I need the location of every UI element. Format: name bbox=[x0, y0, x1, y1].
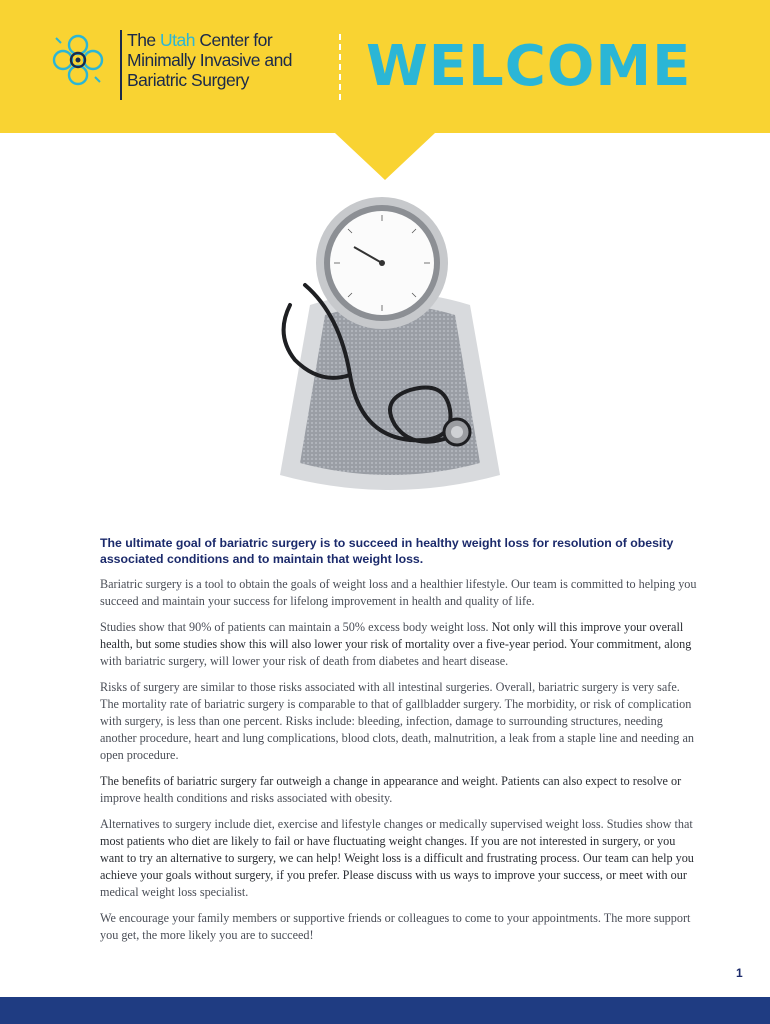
header-band bbox=[0, 0, 770, 180]
logo-line-1-highlight: Utah bbox=[160, 30, 195, 50]
footer-bar bbox=[0, 997, 770, 1024]
paragraph-2 bbox=[100, 619, 700, 670]
scale-with-stethoscope-icon bbox=[270, 185, 510, 505]
body-content bbox=[100, 535, 700, 953]
logo-line-2: Minimally Invasive and bbox=[127, 50, 293, 70]
paragraph-4 bbox=[100, 773, 700, 807]
paragraph-2-end: with bariatric surgery, will lower your risk of death from diabetes and heart disease. bbox=[100, 654, 509, 668]
paragraph-2-emphasis: Not only will this improve your overall health, but some studies show this will also lower your risk of mortality over a five-year period. Your commitment, along bbox=[100, 620, 692, 651]
lead-statement: The ultimate goal of bariatric surgery is to succeed in healthy weight loss for resolution of obesity associated conditions and to maintain that weight loss. bbox=[100, 536, 674, 566]
paragraph-4-emphasis: The benefits of bariatric surgery far outweigh a change in appearance and weight. Patients can also expect to resolve or bbox=[100, 774, 682, 788]
logo-line-3: Bariatric Surgery bbox=[127, 70, 249, 90]
logo-line-1-suffix: Center for bbox=[199, 30, 273, 50]
paragraph-5-intro: Alternatives to surgery include diet, exercise and lifestyle changes or medically supervised weight loss. Studies show that bbox=[100, 817, 693, 831]
paragraph-5-emphasis: most patients who diet are likely to fail or have fluctuating weight changes. If you are not interested in surgery, or you want to try an alternative to surgery, we can help! Weight loss is a difficult and frustrating process. Our team can help you achieve your goals without surgery, if you prefer. Please discuss with us ways to improve your success, or meet with our bbox=[100, 834, 694, 882]
logo-wordmark bbox=[120, 30, 292, 100]
welcome-heading: WELCOME bbox=[366, 34, 692, 99]
paragraph-5-end: medical weight loss specialist. bbox=[100, 885, 249, 899]
logo-knot-icon bbox=[48, 30, 108, 90]
logo-line-1 bbox=[127, 30, 292, 50]
paragraph-6: We encourage your family members or supportive friends or colleagues to come to your appointments. The more support you get, the more likely you are to succeed! bbox=[100, 911, 691, 942]
header-divider bbox=[339, 34, 341, 100]
paragraph-1: Bariatric surgery is a tool to obtain the goals of weight loss and a healthier lifestyle. Our team is committed to helping you succeed and maintain your success for lifelong improvement in health and quality of life. bbox=[100, 577, 697, 608]
paragraph-2-intro: Studies show that 90% of patients can maintain a 50% excess body weight loss. bbox=[100, 620, 492, 634]
logo-line-1-prefix: The bbox=[127, 30, 156, 50]
page-number: 1 bbox=[736, 966, 743, 980]
paragraph-5 bbox=[100, 816, 700, 901]
paragraph-4-end: improve health conditions and risks associated with obesity. bbox=[100, 791, 393, 805]
paragraph-3: Risks of surgery are similar to those risks associated with all intestinal surgeries. Overall, bariatric surgery is very safe. The mortality rate of bariatric surgery is comparable to that of gallbladder surgery. The morbidity, or risk of complication with surgery, is less than one percent. Risks include: bleeding, infection, damage to surrounding structures, needing another procedure, heart and lung complications, blood clots, death, malnutrition, a leak from a staple line and needing an open procedure. bbox=[100, 680, 694, 762]
